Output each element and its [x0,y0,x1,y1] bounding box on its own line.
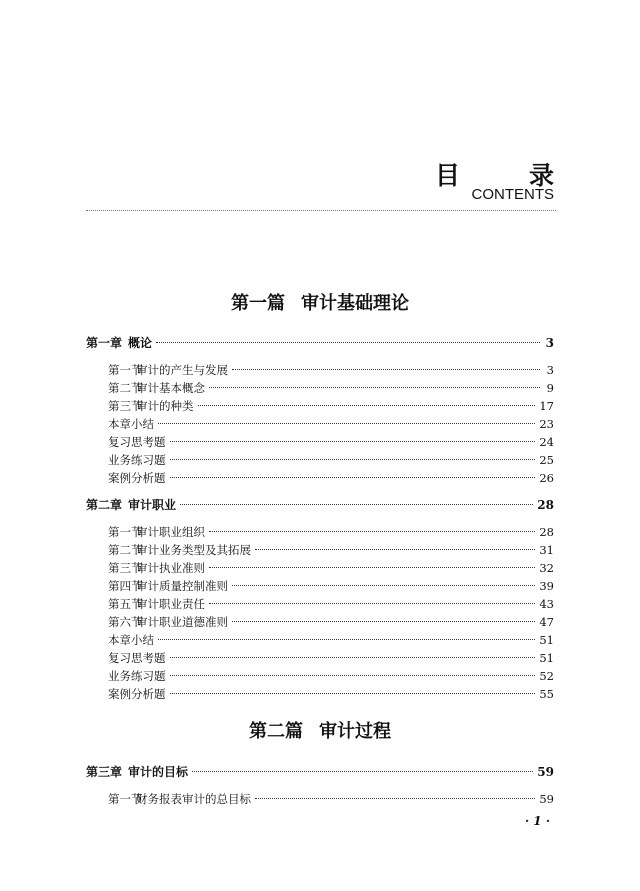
part-label: 第二篇 [249,721,303,742]
page-number: 26 [539,471,554,485]
part-title-2 [0,717,640,743]
chapter-number: 第三章 [86,765,123,779]
section-title: 审计的种类 [136,399,194,413]
page-number: 47 [539,615,554,629]
part-name: 审计基础理论 [301,293,409,314]
section-title: 审计职业责任 [136,597,205,611]
dot-leader [232,621,535,622]
toc-entry[interactable] [108,790,554,808]
page-number: 51 [539,633,554,647]
section-title: 案例分析题 [108,687,166,701]
dot-leader [209,531,535,532]
page-number: 32 [539,561,554,575]
dot-leader [255,798,535,799]
dot-leader [209,603,535,604]
page-number: 17 [539,399,554,413]
section-title: 审计的产生与发展 [136,363,228,377]
page-number: 3 [545,336,554,350]
page-number: 43 [539,597,554,611]
page-number: 23 [539,417,554,431]
page-number: 59 [539,792,554,806]
chapter-number: 第一章 [86,336,123,350]
section-title: 财务报表审计的总目标 [136,792,251,806]
chapter-title: 概论 [128,336,153,350]
chapter-number: 第二章 [86,498,123,512]
toc-entry[interactable] [108,559,554,577]
dot-leader [192,771,533,772]
section-title: 审计职业组织 [136,525,205,539]
toc-entry[interactable] [108,649,554,667]
toc-title: 目 录 [434,161,576,190]
page-number: 28 [539,525,554,539]
dot-leader [232,369,540,370]
toc-entry[interactable] [108,379,554,397]
toc-entry[interactable] [108,523,554,541]
toc-entry[interactable] [108,613,554,631]
page-number: 9 [546,381,554,395]
page-number: 31 [539,543,554,557]
section-title: 审计基本概念 [136,381,205,395]
toc-entry[interactable] [108,667,554,685]
dot-leader [170,693,536,694]
section-title: 复习思考题 [108,651,166,665]
section-number: 第二节 [108,381,143,395]
section-number: 第六节 [108,615,143,629]
section-number: 第一节 [108,525,143,539]
toc-entry[interactable] [108,451,554,469]
toc-entry[interactable] [108,433,554,451]
page-number: 39 [539,579,554,593]
dot-leader [232,585,535,586]
section-title: 业务练习题 [108,669,166,683]
part-name: 审计过程 [319,721,391,742]
dot-leader [170,441,536,442]
section-number: 第一节 [108,363,143,377]
section-number: 第三节 [108,399,143,413]
toc-entry[interactable] [108,397,554,415]
section-number: 第二节 [108,543,143,557]
page-number: 55 [539,687,554,701]
chapter-title: 审计职业 [128,498,177,512]
section-number: 第一节 [108,792,143,806]
part-title-1 [0,289,640,315]
toc-entry[interactable] [108,541,554,559]
toc-chapter-1[interactable] [86,334,554,352]
toc-entry[interactable] [108,685,554,703]
page-number: 59 [537,765,554,779]
toc-subtitle: CONTENTS [471,186,554,203]
dot-leader [209,567,535,568]
toc-entry[interactable] [108,361,554,379]
chapter-title: 审计的目标 [128,765,189,779]
page-number: 3 [546,363,554,377]
dot-leader [198,405,536,406]
toc-chapter-3[interactable] [86,763,554,781]
section-title: 审计业务类型及其拓展 [136,543,251,557]
dot-leader [158,423,535,424]
toc-entry[interactable] [108,595,554,613]
section-title: 审计质量控制准则 [136,579,228,593]
section-number: 第三节 [108,561,143,575]
page-number: 24 [539,435,554,449]
folio-page-number: · 1 · [524,814,550,828]
dot-leader [158,639,535,640]
toc-entry[interactable] [108,631,554,649]
header-divider [86,210,556,211]
toc-chapter-2[interactable] [86,496,554,514]
toc-entry[interactable] [108,577,554,595]
section-title: 案例分析题 [108,471,166,485]
dot-leader [170,459,536,460]
section-title: 审计职业道德准则 [136,615,228,629]
part-label: 第一篇 [231,293,285,314]
section-number: 第五节 [108,597,143,611]
dot-leader [156,342,540,343]
page-number: 28 [537,498,554,512]
page-number: 25 [539,453,554,467]
dot-leader [170,675,536,676]
section-title: 复习思考题 [108,435,166,449]
dot-leader [255,549,535,550]
section-title: 本章小结 [108,417,154,431]
dot-leader [209,387,540,388]
toc-entry[interactable] [108,469,554,487]
section-title: 审计执业准则 [136,561,205,575]
section-number: 第四节 [108,579,143,593]
toc-entry[interactable] [108,415,554,433]
page-number: 52 [539,669,554,683]
section-title: 业务练习题 [108,453,166,467]
dot-leader [170,477,536,478]
dot-leader [180,504,533,505]
page-number: 51 [539,651,554,665]
dot-leader [170,657,536,658]
section-title: 本章小结 [108,633,154,647]
